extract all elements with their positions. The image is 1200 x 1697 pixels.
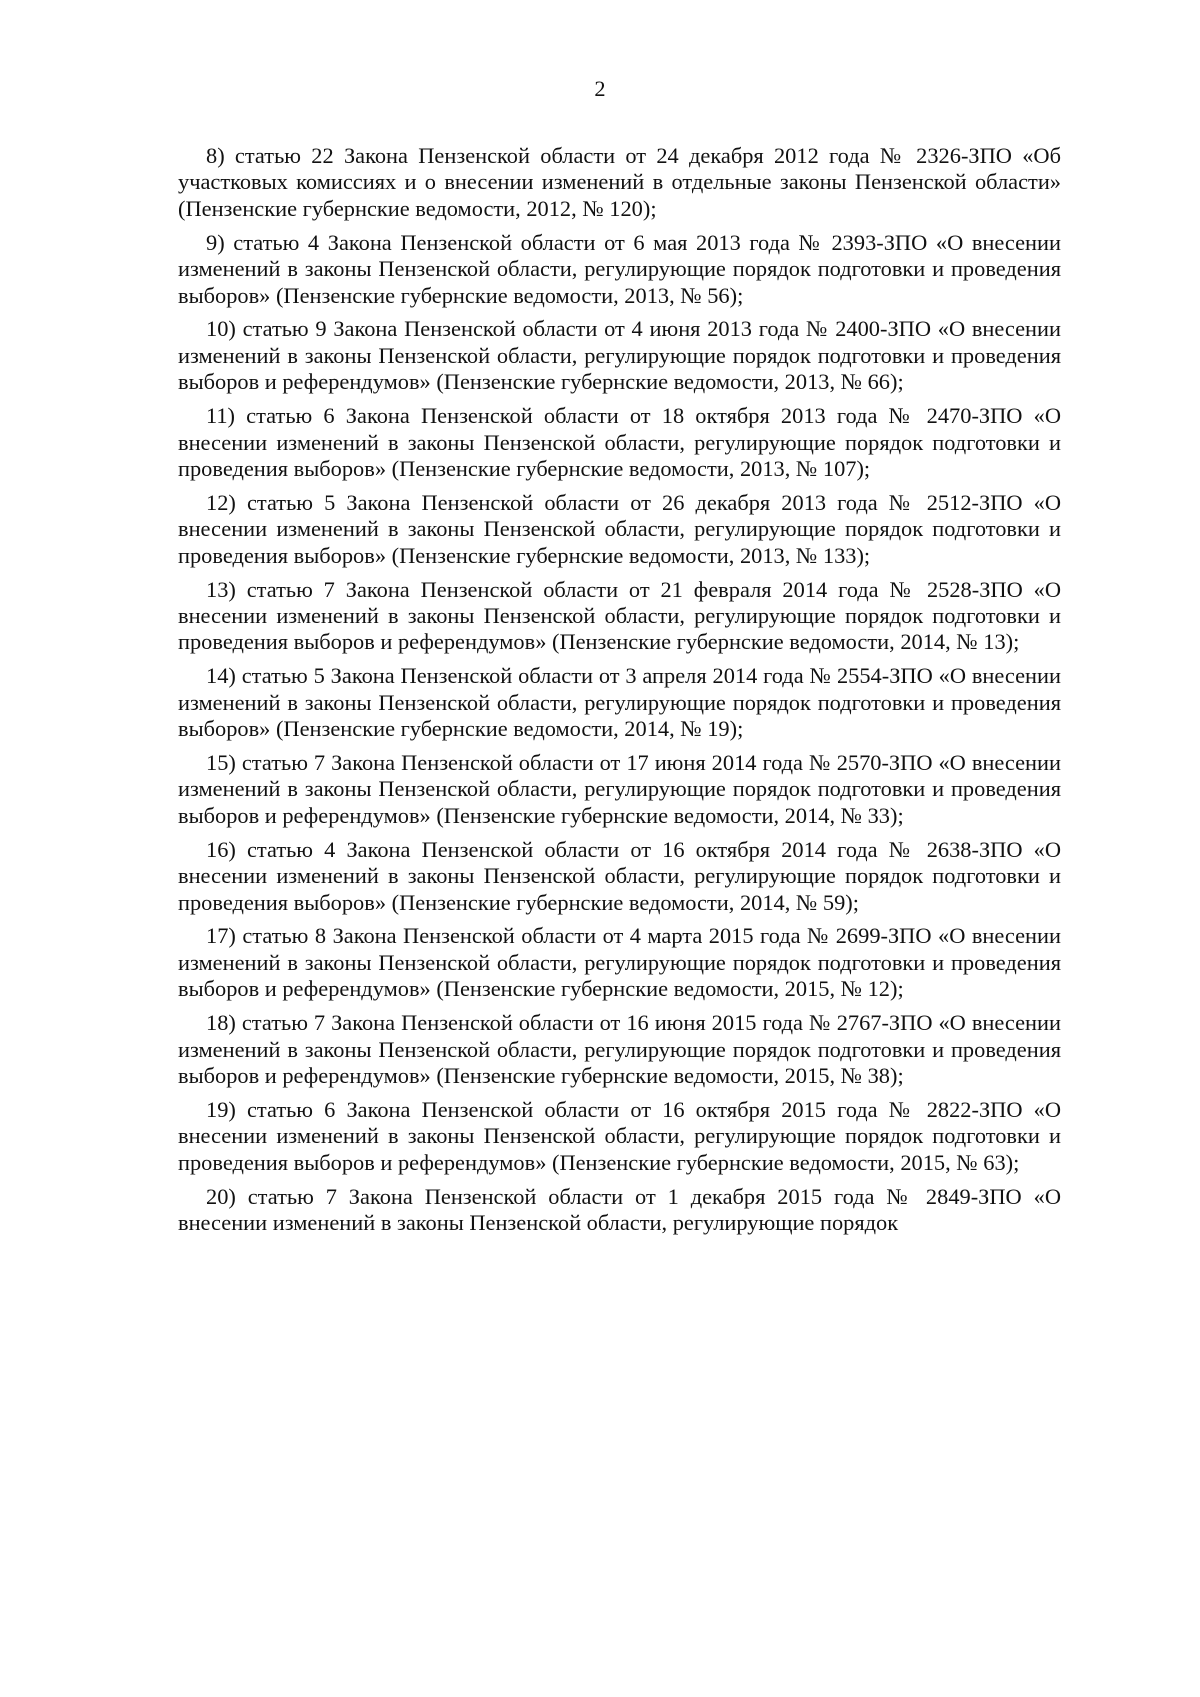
law-list-item: 14) статью 5 Закона Пензенской области от 3 апреля 2014 года № 2554-ЗПО «О внесении изменений в законы Пензенской области, регулирующие порядок подготовки и проведения выборов» (Пензенские губернские ведомости, 2014, № 19); <box>178 663 1061 742</box>
law-list-item: 11) статью 6 Закона Пензенской области от 18 октября 2013 года № 2470-ЗПО «О внесении изменений в законы Пензенской области, регулирующие порядок подготовки и проведения выборов» (Пензенские губернские ведомости, 2013, № 107); <box>178 403 1061 481</box>
law-list-item: 12) статью 5 Закона Пензенской области от 26 декабря 2013 года № 2512-ЗПО «О внесении изменений в законы Пензенской области, регулирующие порядок подготовки и проведения выборов» (Пензенские губернские ведомости, 2013, № 133); <box>178 489 1061 568</box>
law-list-item: 13) статью 7 Закона Пензенской области от 21 февраля 2014 года № 2528-ЗПО «О внесении изменений в законы Пензенской области, регулирующие порядок подготовки и проведения выборов и референдумов» (Пензенские губернские ведомости, 2014, № 13); <box>178 576 1061 655</box>
law-list-item: 16) статью 4 Закона Пензенской области от 16 октября 2014 года № 2638-ЗПО «О внесении изменений в законы Пензенской области, регулирующие порядок подготовки и проведения выборов» (Пензенские губернские ведомости, 2014, № 59); <box>178 836 1061 915</box>
law-list-item: 17) статью 8 Закона Пензенской области от 4 марта 2015 года № 2699-ЗПО «О внесении изменений в законы Пензенской области, регулирующие порядок подготовки и проведения выборов и референдумов» (Пензенские губернские ведомости, 2015, № 12); <box>178 923 1061 1002</box>
law-list <box>178 143 1061 1244</box>
law-list-item: 9) статью 4 Закона Пензенской области от 6 мая 2013 года № 2393-ЗПО «О внесении изменений в законы Пензенской области, регулирующие порядок подготовки и проведения выборов» (Пензенские губернские ведомости, 2013, № 56); <box>178 229 1061 308</box>
law-list-item: 8) статью 22 Закона Пензенской области от 24 декабря 2012 года № 2326-ЗПО «Об участковых комиссиях и о внесении изменений в отдельные законы Пензенской области» (Пензенские губернские ведомости, 2012, № 120); <box>178 143 1061 221</box>
law-list-item: 15) статью 7 Закона Пензенской области от 17 июня 2014 года № 2570-ЗПО «О внесении изменений в законы Пензенской области, регулирующие порядок подготовки и проведения выборов и референдумов» (Пензенские губернские ведомости, 2014, № 33); <box>178 750 1061 828</box>
law-list-item: 10) статью 9 Закона Пензенской области от 4 июня 2013 года № 2400-ЗПО «О внесении изменений в законы Пензенской области, регулирующие порядок подготовки и проведения выборов и референдумов» (Пензенские губернские ведомости, 2013, № 66); <box>178 316 1061 395</box>
law-list-item: 20) статью 7 Закона Пензенской области от 1 декабря 2015 года № 2849-ЗПО «О внесении изменений в законы Пензенской области, регулирующие порядок <box>178 1183 1061 1236</box>
page-number: 2 <box>594 76 606 101</box>
law-list-item: 19) статью 6 Закона Пензенской области от 16 октября 2015 года № 2822-ЗПО «О внесении изменений в законы Пензенской области, регулирующие порядок подготовки и проведения выборов и референдумов» (Пензенские губернские ведомости, 2015, № 63); <box>178 1096 1061 1175</box>
law-list-item: 18) статью 7 Закона Пензенской области от 16 июня 2015 года № 2767-ЗПО «О внесении изменений в законы Пензенской области, регулирующие порядок подготовки и проведения выборов и референдумов» (Пензенские губернские ведомости, 2015, № 38); <box>178 1010 1061 1088</box>
